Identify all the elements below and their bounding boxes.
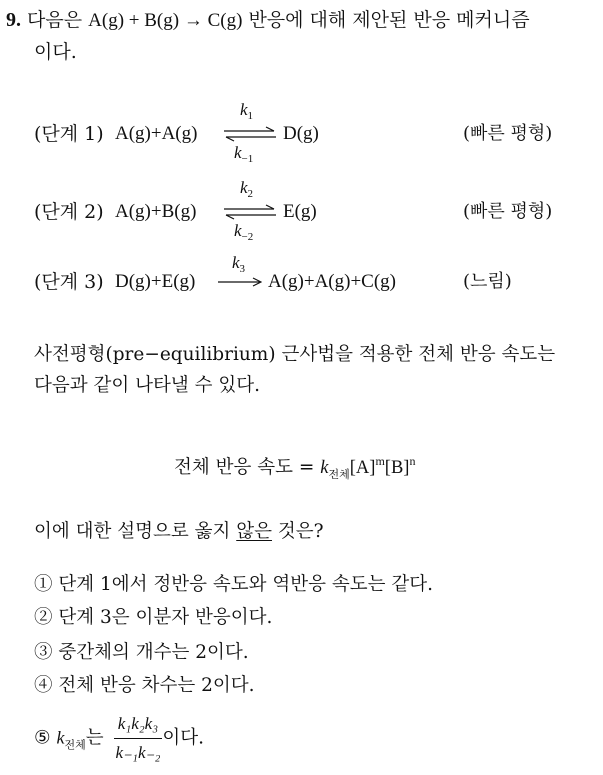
option-5-k: k — [56, 727, 65, 748]
option-5-connector: 는 — [85, 727, 104, 749]
option-1-text: 단계 1에서 정반응 속도와 역반응 속도는 같다. — [58, 574, 434, 595]
step-2-products: E(g) — [283, 201, 317, 222]
rate-law-lhs: 전체 반응 속도 = — [174, 457, 315, 478]
equilibrium-arrow-icon — [224, 204, 276, 220]
option-2-marker: ② — [34, 607, 53, 628]
prompt-after: 것은? — [271, 521, 324, 542]
question-text-prefix: 다음은 — [27, 9, 83, 31]
paragraph-line2: 다음과 같이 나타낼 수 있다. — [34, 375, 260, 396]
step-1-products: D(g) — [283, 123, 319, 144]
prompt-underlined: 않은 — [236, 521, 272, 542]
question-line2: 이다. — [34, 41, 77, 63]
step-2-reactants: A(g)+B(g) — [115, 201, 197, 222]
paragraph-line1: 사전평형(pre−equilibrium) 근사법을 적용한 전체 반응 속도는 — [34, 344, 556, 365]
question-header — [6, 8, 530, 33]
option-1-marker: ① — [34, 574, 53, 595]
step-3-products: A(g)+A(g)+C(g) — [268, 271, 397, 292]
option-1[interactable] — [34, 573, 433, 597]
step-1-label: (단계 1) — [34, 123, 104, 145]
prompt — [34, 520, 324, 544]
option-5[interactable] — [34, 712, 204, 765]
conc-a: [A] — [349, 458, 376, 478]
step-3-reactants: D(g)+E(g) — [115, 271, 196, 292]
fraction-denominator: k₋₁k₋₂ — [114, 738, 163, 765]
option-4-text: 전체 반응 차수는 2이다. — [58, 675, 255, 696]
order-m: m — [375, 454, 385, 468]
order-n: n — [409, 454, 416, 468]
forward-arrow-icon — [218, 277, 262, 287]
option-5-fraction — [114, 712, 163, 765]
step-3-k-forward: $k_3$ — [232, 253, 246, 275]
step-3-label: (단계 3) — [34, 271, 104, 293]
step-1-k-forward: $k_1$ — [240, 100, 254, 122]
option-5-marker: ⑤ — [34, 727, 51, 749]
option-3-text: 중간체의 개수는 2이다. — [58, 642, 249, 663]
rate-law — [174, 449, 415, 487]
step-1-k-reverse: $k_{-1}$ — [234, 143, 254, 165]
prompt-before: 이에 대한 설명으로 옳지 — [34, 521, 237, 542]
step-2-note: (빠른 평형) — [463, 201, 553, 222]
option-3[interactable] — [34, 641, 249, 665]
option-5-suffix: 이다. — [162, 727, 204, 749]
overall-equation: A(g) + B(g) → C(g) — [88, 10, 243, 31]
question-text-suffix: 반응에 대해 제안된 반응 메커니즘 — [248, 9, 530, 31]
equilibrium-arrow-icon — [224, 126, 276, 142]
fraction-numerator: k₁k₂k₃ — [117, 714, 159, 733]
step-2-k-forward: $k_2$ — [240, 178, 254, 200]
step-1-reactants: A(g)+A(g) — [115, 123, 198, 144]
option-4-marker: ④ — [34, 675, 53, 696]
conc-b: [B] — [384, 458, 410, 478]
step-3-note: (느림) — [463, 271, 512, 292]
rate-constant-sub: 전체 — [328, 468, 350, 481]
option-2-text: 단계 3은 이분자 반응이다. — [58, 607, 273, 628]
option-2[interactable] — [34, 606, 272, 630]
option-3-marker: ③ — [34, 642, 53, 663]
step-2-k-reverse: $k_{-2}$ — [234, 221, 254, 243]
step-2-label: (단계 2) — [34, 201, 104, 223]
rate-constant: k — [320, 458, 329, 478]
option-4[interactable] — [34, 674, 255, 698]
option-5-k-sub: 전체 — [64, 738, 86, 752]
step-1-note: (빠른 평형) — [463, 123, 553, 144]
question-number: 9. — [6, 9, 21, 31]
